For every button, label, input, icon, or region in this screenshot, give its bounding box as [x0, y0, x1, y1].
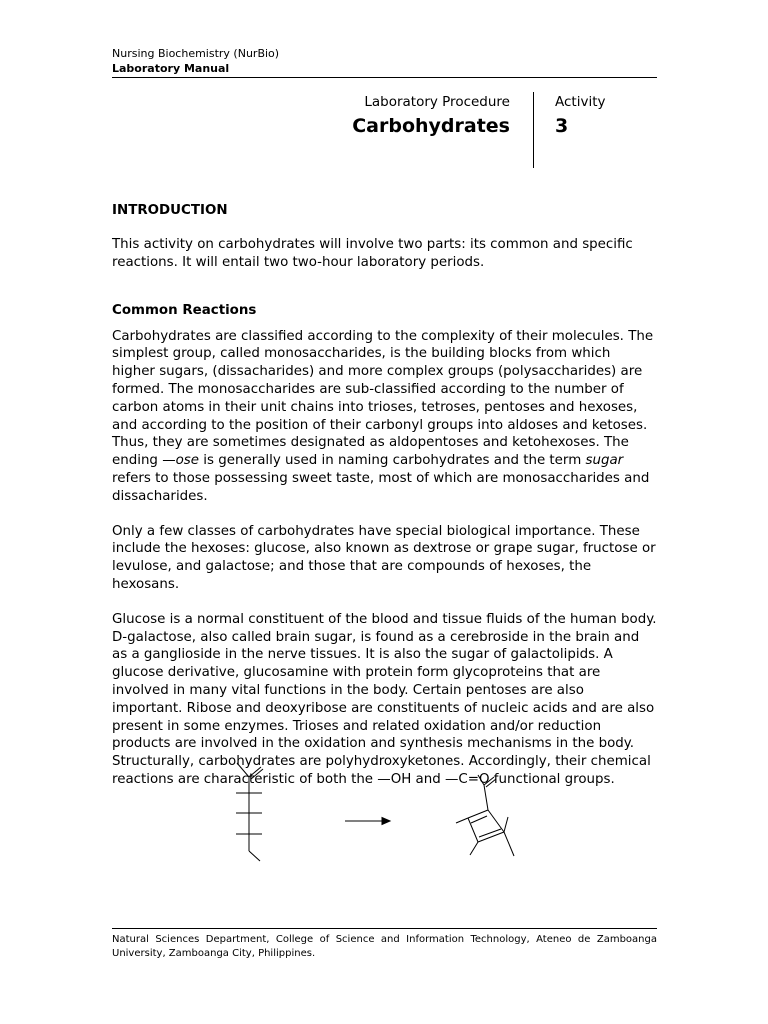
intro-paragraph: This activity on carbohydrates will involve two parts: its common and specific reactions. It will entail two two-hour laboratory periods.	[112, 237, 633, 270]
page-footer	[112, 928, 657, 961]
common-paragraph-2: Only a few classes of carbohydrates have special biological importance. These include the hexoses: glucose, also known as dextrose or grape sugar, fructose or levulose, and galactose; and those that are compounds of hexoses, the hexosans.	[112, 523, 656, 592]
course-name: Nursing Biochemistry (NurBio)	[112, 47, 280, 60]
footer-rule	[112, 928, 657, 929]
activity-label: Activity	[555, 94, 606, 110]
header-rule	[112, 77, 657, 78]
main-content	[112, 202, 657, 789]
footer-text: Natural Sciences Department, College of Science and Information Technology, Ateneo de Zamboanga University, Zamboanga City, Philippines.	[112, 934, 657, 959]
common-reactions-heading: Common Reactions	[112, 302, 257, 318]
procedure-label: Laboratory Procedure	[364, 94, 510, 110]
p1-text-c: refers to those possessing sweet taste, most of which are monosaccharides and dissacharides.	[112, 470, 650, 504]
p1-ose-term: —ose	[162, 453, 200, 469]
cyclization-diagram	[112, 755, 657, 865]
structure-drawing	[112, 755, 657, 865]
topic-title: Carbohydrates	[352, 115, 510, 137]
p1-text-a: Carbohydrates are classified according to the complexity of their molecules. The simplest group, called monosaccharides, is the building blocks from which higher sugars, (dissacharides) and more complex groups (polysaccharides) are formed. The monosaccharides are sub-classified according to the number of carbon atoms in their unit chains into trioses, tetroses, pentoses and hexoses, and according to the position of their carbonyl groups into aldoses and ketoses. Thus, they are sometimes designated as aldopentoses and ketohexoses. The ending	[112, 328, 654, 469]
intro-heading: INTRODUCTION	[112, 203, 228, 218]
reaction-arrow	[345, 818, 390, 825]
manual-label: Laboratory Manual	[112, 62, 230, 75]
ring-structure	[456, 775, 514, 856]
page-header	[112, 46, 657, 76]
p1-text-b: is generally used in naming carbohydrates and the term	[199, 453, 586, 469]
common-paragraph-1	[112, 328, 657, 506]
activity-number: 3	[555, 115, 569, 137]
common-paragraph-3: Glucose is a normal constituent of the blood and tissue fluids of the human body. D-galactose, also called brain sugar, is found as a cerebroside in the brain and as a ganglioside in the nerve tissues. It is also the sugar of galactolipids. A glucose derivative, glucosamine with protein form glycoproteins that are involved in many vital functions in the body. Certain pentoses are also important. Ribose and deoxyribose are constituents of nucleic acids and are also present in some enzymes. Trioses and related oxidation and/or reduction products are involved in the oxidation and synthesis mechanisms in the body. Structurally, carbohydrates are polyhydroxyketones. Accordingly, their chemical reactions are characteristic of both the —OH and —C=O functional groups.	[112, 611, 657, 787]
p1-sugar-term: sugar	[585, 453, 624, 469]
title-right	[555, 92, 606, 140]
title-divider	[533, 92, 534, 168]
title-block	[0, 92, 768, 170]
title-left	[352, 92, 510, 140]
open-chain-structure	[236, 763, 263, 861]
